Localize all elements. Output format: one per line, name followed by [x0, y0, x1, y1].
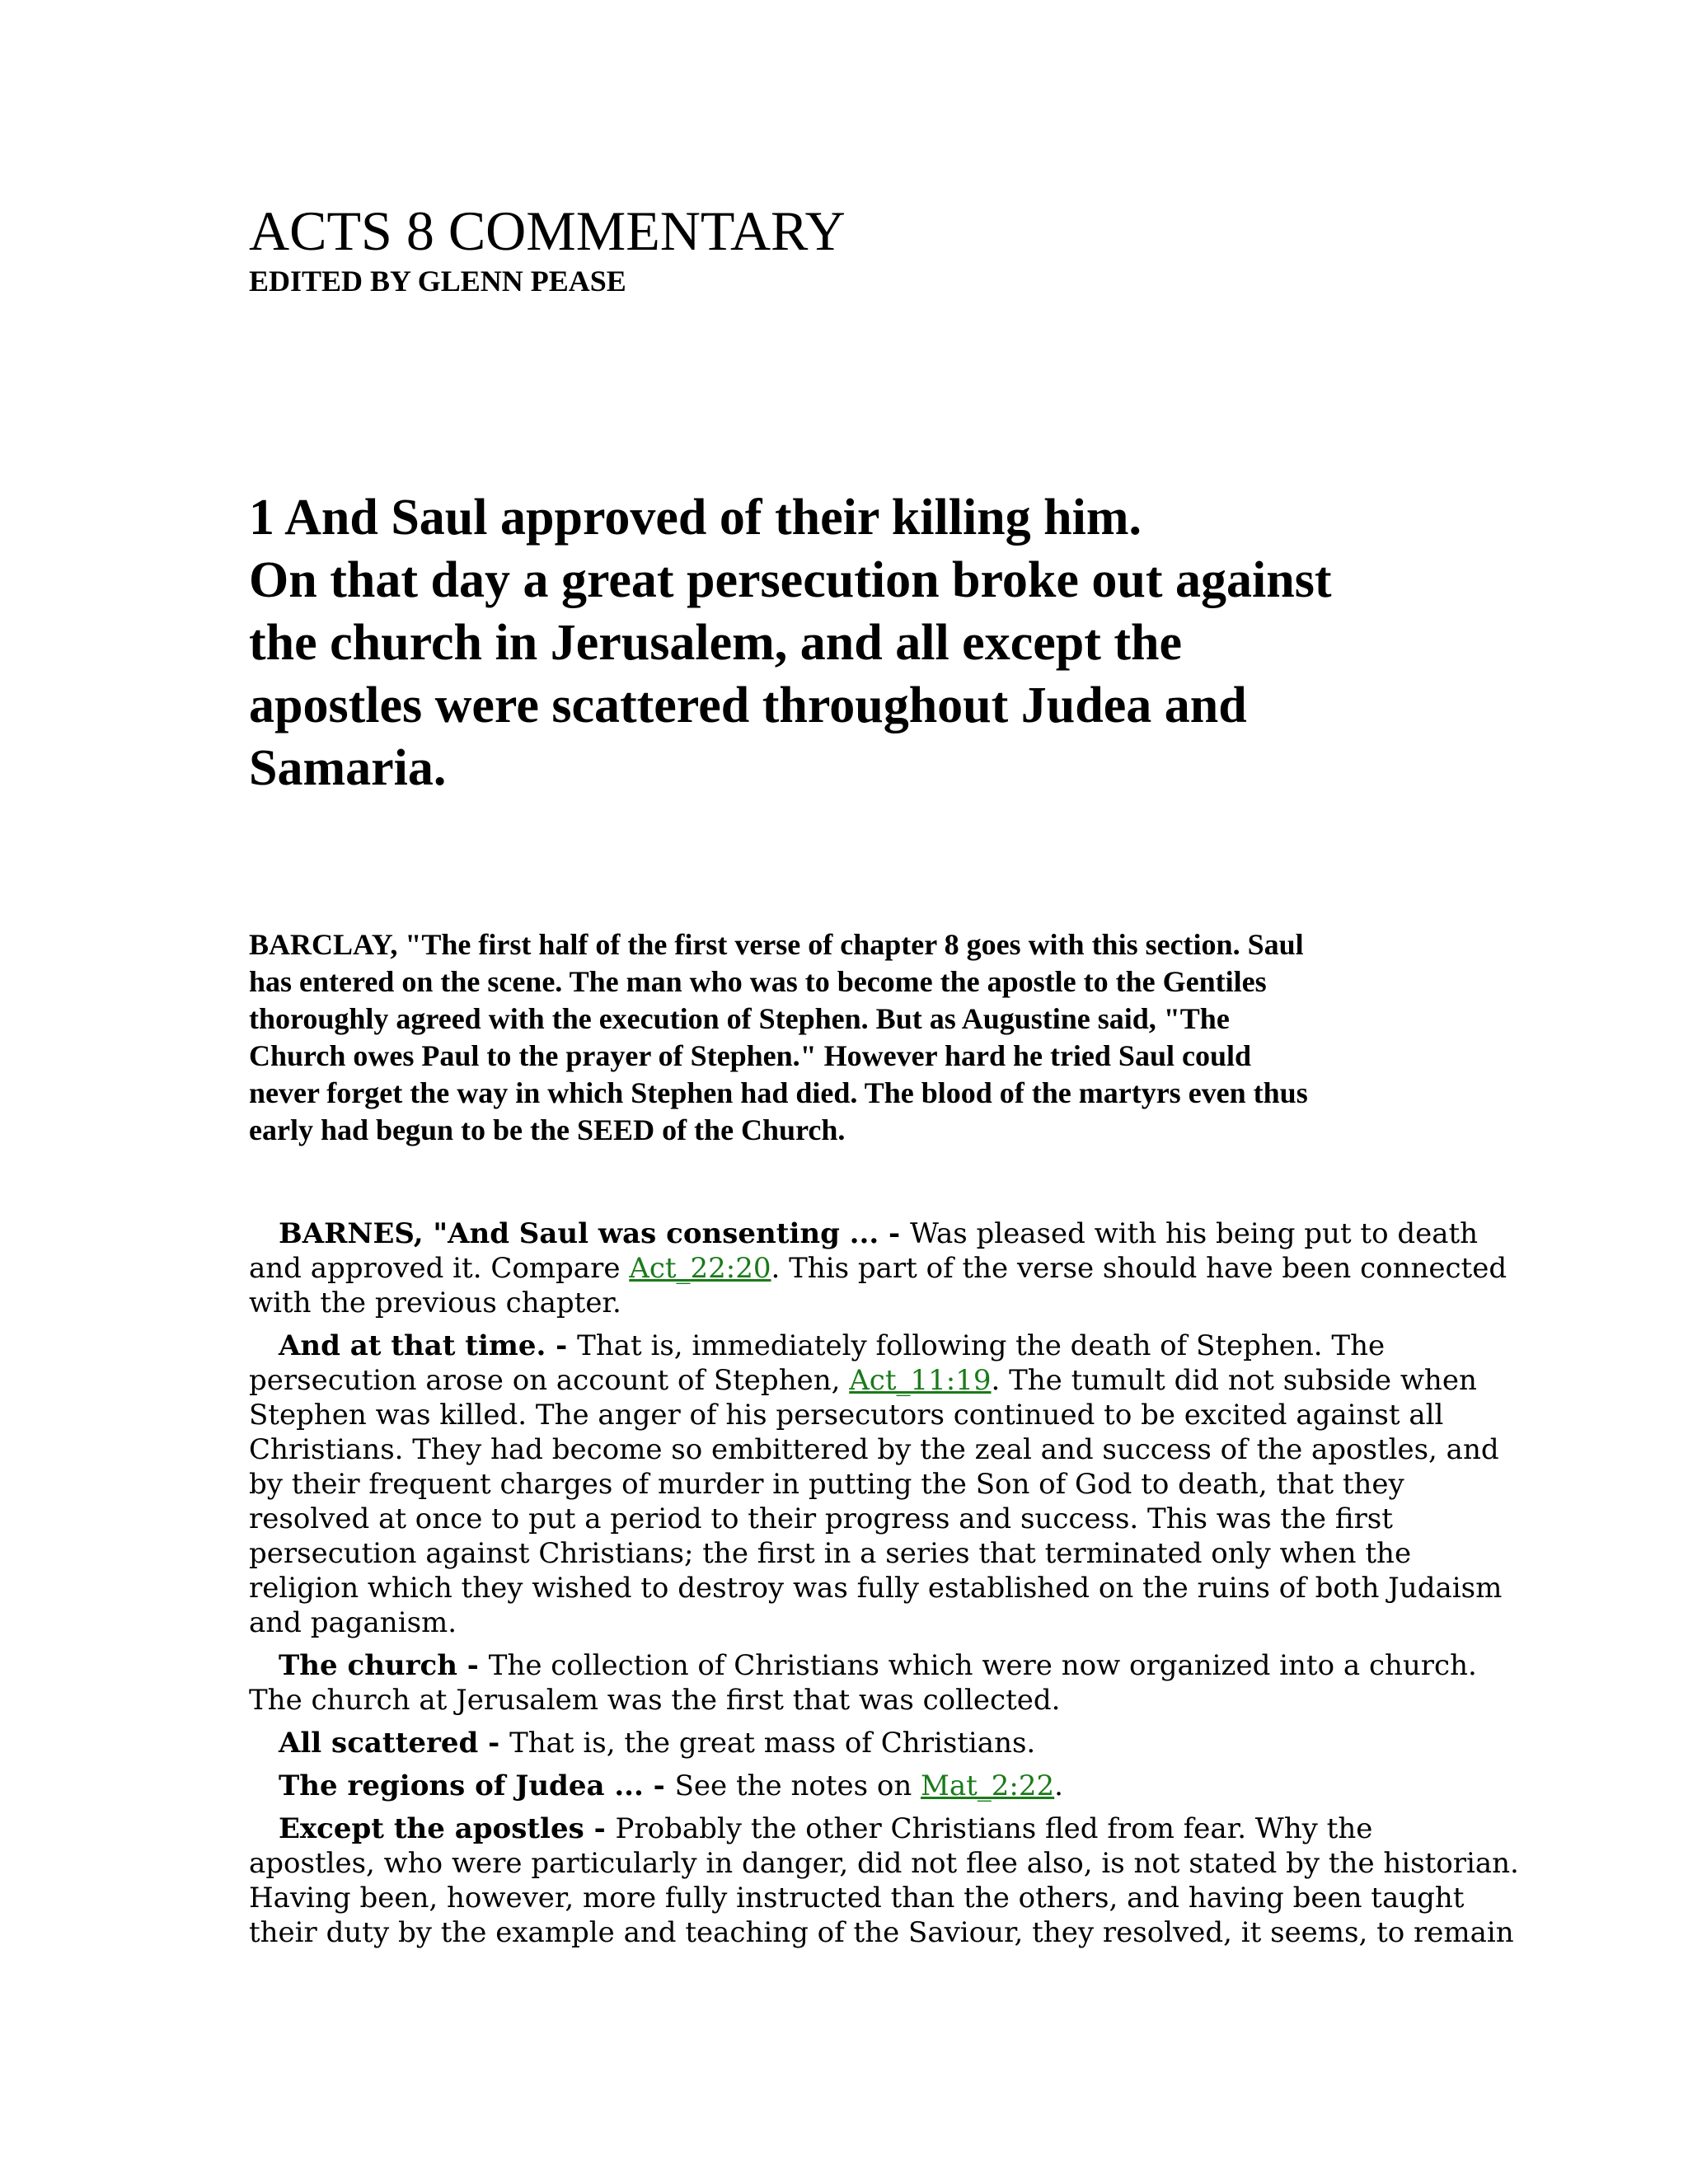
paragraph-line: Stephen was killed. The anger of his persecutors continued to be excited against all	[249, 1399, 1444, 1432]
entry-text: The collection of Christians which were now organized into a church.	[488, 1649, 1477, 1682]
entry-text: That is, the great mass of Christians.	[509, 1727, 1036, 1760]
barnes-commentary	[249, 1216, 1519, 1958]
scripture-reference-link[interactable]: Act_22:20	[629, 1252, 771, 1285]
paragraph-line: with the previous chapter.	[249, 1286, 621, 1319]
entry-heading: The regions of Judea ... -	[279, 1769, 675, 1802]
barnes-paragraph-at-that-time	[249, 1329, 1503, 1640]
barclay-line: early had begun to be the SEED of the Church.	[249, 1113, 846, 1146]
paragraph-line	[249, 1769, 1452, 1803]
paragraph-line	[249, 1811, 1452, 1846]
paragraph-line	[249, 1363, 1477, 1398]
paragraph-line	[249, 1216, 1479, 1251]
barnes-paragraph-except-the-apostles	[249, 1811, 1519, 1950]
paragraph-line	[249, 1726, 1452, 1760]
paragraph-line: The church at Jerusalem was the first that was collected.	[249, 1684, 1061, 1717]
paragraph-line	[249, 1329, 1452, 1363]
paragraph-line	[249, 1251, 1507, 1286]
barclay-line: has entered on the scene. The man who was to become the apostle to the Gentiles	[249, 965, 1267, 998]
page-subtitle: EDITED BY GLENN PEASE	[249, 265, 626, 298]
barclay-commentary	[249, 926, 1452, 1149]
scripture-reference-link[interactable]: Act_11:19	[849, 1364, 992, 1397]
barnes-paragraph-regions-of-judea	[249, 1769, 1452, 1803]
entry-heading: And at that time. -	[279, 1329, 578, 1362]
paragraph-line: persecution against Christians; the first in a series that terminated only when the	[249, 1537, 1412, 1570]
entry-text: See the notes on	[674, 1769, 921, 1802]
paragraph-line: by their frequent charges of murder in putting the Son of God to death, that they	[249, 1468, 1404, 1501]
verse-line: On that day a great persecution broke out against	[249, 552, 1332, 608]
paragraph-line	[249, 1648, 1477, 1683]
barclay-line: Church owes Paul to the prayer of Stephen." However hard he tried Saul could	[249, 1039, 1252, 1072]
entry-heading: All scattered -	[279, 1727, 510, 1760]
entry-heading: Except the apostles -	[279, 1812, 616, 1845]
paragraph-line: religion which they wished to destroy was fully established on the ruins of both Judaism	[249, 1572, 1503, 1605]
entry-text: . This part of the verse should have been connected	[771, 1252, 1507, 1285]
barclay-line: never forget the way in which Stephen had died. The blood of the martyrs even thus	[249, 1076, 1308, 1109]
verse-line: 1 And Saul approved of their killing him.	[249, 490, 1142, 546]
paragraph-line: Christians. They had become so embittered by the zeal and success of the apostles, and	[249, 1433, 1499, 1466]
entry-text: and approved it. Compare	[249, 1252, 630, 1285]
entry-text: .	[1054, 1769, 1063, 1802]
paragraph-line: Having been, however, more fully instructed than the others, and having been taught	[249, 1882, 1465, 1915]
entry-text: persecution arose on account of Stephen,	[249, 1364, 850, 1397]
paragraph-line: their duty by the example and teaching of the Saviour, they resolved, it seems, to remain	[249, 1916, 1514, 1949]
entry-text: Probably the other Christians fled from fear. Why the	[615, 1812, 1373, 1845]
verse-line: Samaria.	[249, 740, 447, 796]
barnes-paragraph-the-church	[249, 1648, 1477, 1718]
paragraph-line: apostles, who were particularly in danger, did not flee also, is not stated by the historian.	[249, 1847, 1519, 1880]
barclay-line: BARCLAY, "The first half of the first verse of chapter 8 goes with this section. Saul	[249, 928, 1304, 961]
barnes-paragraph-consenting	[249, 1216, 1507, 1320]
entry-text: Was pleased with his being put to death	[909, 1217, 1479, 1250]
verse-line: the church in Jerusalem, and all except the	[249, 615, 1183, 671]
entry-text: . The tumult did not subside when	[991, 1364, 1477, 1397]
verse-line: apostles were scattered throughout Judea and	[249, 677, 1247, 733]
page-title: ACTS 8 COMMENTARY	[249, 199, 846, 262]
barclay-line: thoroughly agreed with the execution of Stephen. But as Augustine said, "The	[249, 1002, 1230, 1035]
entry-heading: The church -	[279, 1649, 489, 1682]
paragraph-line: and paganism.	[249, 1606, 457, 1639]
entry-heading: BARNES, "And Saul was consenting ... -	[279, 1217, 910, 1250]
scripture-reference-link[interactable]: Mat_2:22	[921, 1769, 1055, 1802]
verse-text	[249, 486, 1452, 799]
entry-text: That is, immediately following the death of Stephen. The	[577, 1329, 1386, 1362]
paragraph-line: resolved at once to put a period to their progress and success. This was the first	[249, 1502, 1393, 1535]
barnes-paragraph-all-scattered	[249, 1726, 1452, 1760]
